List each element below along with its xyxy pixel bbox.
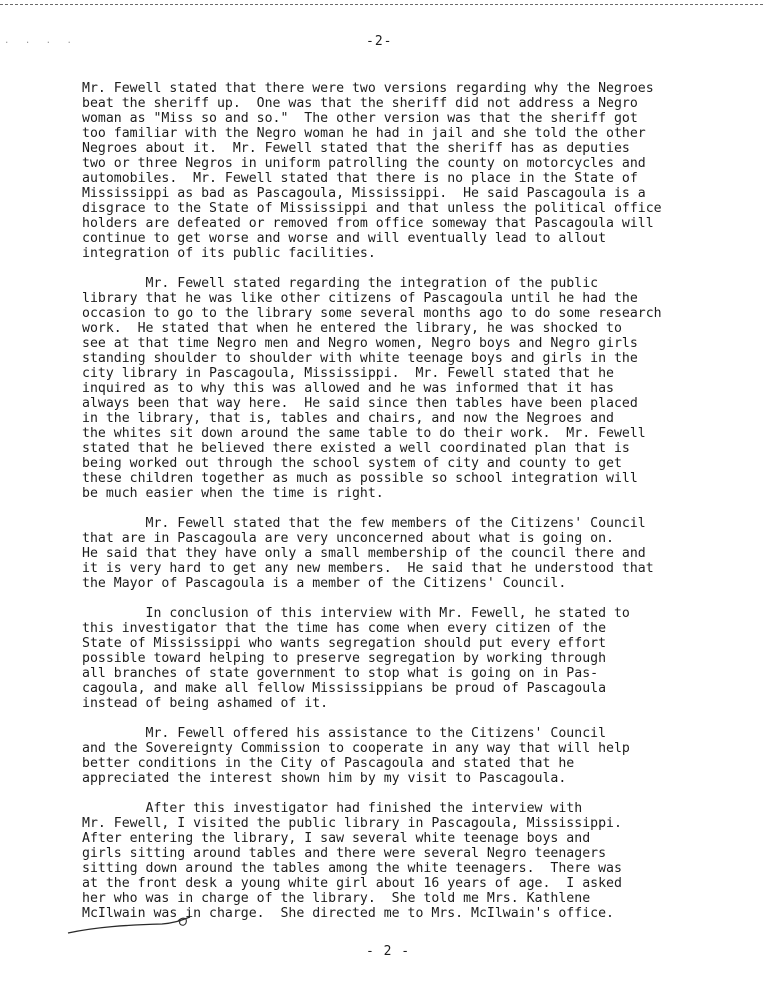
- top-dashed-rule: [0, 4, 763, 5]
- paragraph-library-integration: Mr. Fewell stated regarding the integration of the public library that he was like other citizens of Pascagoula until he had the occasion to go to the library some several months ago to do some research work. He stated that when he entered the library, he was shocked to see at that time Negro men and Negro women, Negro boys and Negro girls standing shoulder to shoulder with white teenage boys and girls in the city library in Pascagoula, Mississippi. Mr. Fewell stated that he inquired as to why this was allowed and he was informed that it has always been that way here. He said since then tables have been placed in the library, that is, tables and chairs, and now the Negroes and the whites sit down around the same table to do their work. Mr. Fewell stated that he believed there existed a well coordinated plan that is being worked out through the school system of city and county to get these children together as much as possible so school integration will be much easier when the time is right.: [82, 276, 662, 501]
- page-number-top: -2-: [366, 34, 393, 49]
- paragraph-conclusion: In conclusion of this interview with Mr. Fewell, he stated to this investigator that the time has come when every citizen of the State of Mississippi who wants segregation should put every effort possible toward helping to preserve segregation by working through all branches of state government to stop what is going on in Pas- cagoula, and make all fellow Mississippians be proud of Pascagoula instead of being ashamed of it.: [82, 606, 630, 711]
- paragraph-library-visit: After this investigator had finished the interview with Mr. Fewell, I visited the public library in Pascagoula, Mississippi. After entering the library, I saw several white teenage boys and girls sitting around tables and there were several Negro teenagers sitting down around the tables among the white teenagers. There was at the front desk a young white girl about 16 years of age. I asked her who was in charge of the library. She told me Mrs. Kathlene McIlwain was in charge. She directed me to Mrs. McIlwain's office.: [82, 801, 622, 921]
- paragraph-assistance-offer: Mr. Fewell offered his assistance to the Citizens' Council and the Sovereignty Commission to cooperate in any way that will help better conditions in the City of Pascagoula and stated that he appreciated the interest shown him by my visit to Pascagoula.: [82, 726, 630, 786]
- paragraph-sheriff-versions: Mr. Fewell stated that there were two versions regarding why the Negroes beat the sheriff up. One was that the sheriff did not address a Negro woman as "Miss so and so." The other version was that the sheriff got too familiar with the Negro woman he had in jail and she told the other Negroes about it. Mr. Fewell stated that the sheriff has as deputies two or three Negros in uniform patrolling the county on motorcycles and automobiles. Mr. Fewell stated that there is no place in the State of Mississippi as bad as Pascagoula, Mississippi. He said Pascagoula is a disgrace to the State of Mississippi and that unless the political office holders are defeated or removed from office someway that Pascagoula will continue to get worse and worse and will eventually lead to allout integration of its public facilities.: [82, 81, 662, 261]
- paragraph-citizens-council: Mr. Fewell stated that the few members of the Citizens' Council that are in Pascagoula are very unconcerned about what is going on. He said that they have only a small membership of the council there and it is very hard to get any new members. He said that he understood that the Mayor of Pascagoula is a member of the Citizens' Council.: [82, 516, 654, 591]
- handwritten-underline-mark: [66, 915, 276, 937]
- scan-specks: . . . .: [4, 36, 77, 46]
- page-number-bottom: - 2 -: [366, 944, 411, 959]
- document-body: [82, 81, 752, 921]
